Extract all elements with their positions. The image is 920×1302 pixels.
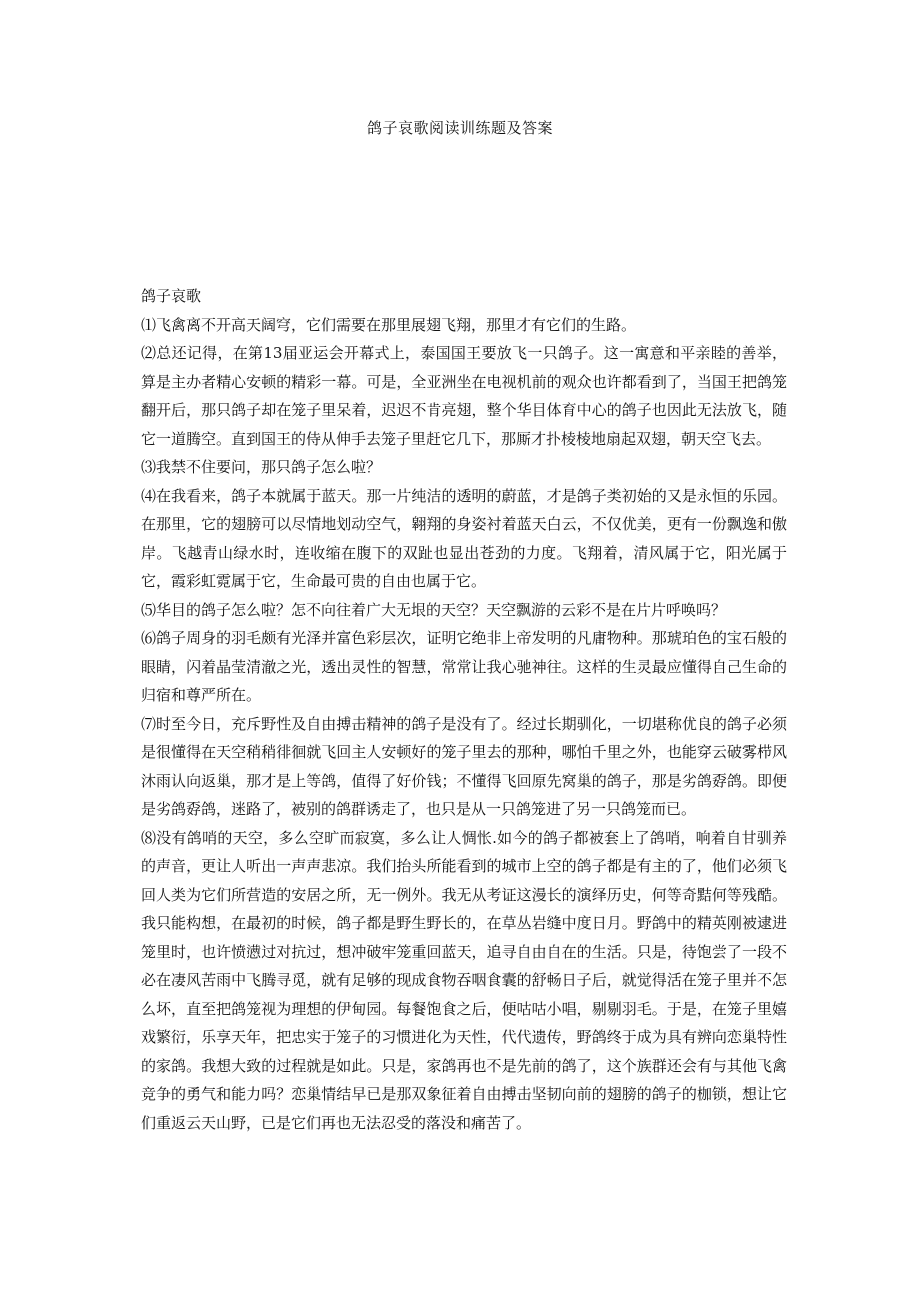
paragraph-5: ⑸华目的鸽子怎么啦？怎不向往着广大无垠的天空？天空飘游的云彩不是在片片呼唤吗？: [141, 600, 727, 619]
paragraph-6: ⑹鸽子周身的羽毛颇有光泽并富色彩层次，证明它绝非上帝发明的凡庸物种。那琥珀色的宝石般的眼睛，闪着晶莹清澈之光，透出灵性的智慧，常常让我心驰神往。这样的生灵最应懂得自己生命的归宿和尊严所在。: [141, 629, 787, 704]
document-title: 鸽子哀歌阅读训练题及答案: [366, 119, 553, 137]
paragraph-8: ⑻没有鸽哨的天空，多么空旷而寂寞，多么让人惆怅.如今的鸽子都被套上了鸽哨，响着自甘驯养的声音，更让人听出一声声悲凉。我们抬头所能看到的城市上空的鸽子都是有主的了，他们必须飞回人类为它们所营造的安居之所，无一例外。我无从考证这漫长的演绎历史，何等奇黠何等残酷。我只能构想，在最初的时候，鸽子都是野生野长的，在草丛岩缝中度日月。野鸽中的精英刚被逮进笼里时，也许愤懑过对抗过，想冲破牢笼重回蓝天，追寻自由自在的生活。只是，待饱尝了一段不必在凄风苦雨中飞腾寻觅，就有足够的现成食物吞咽食囊的舒畅日子后，就觉得活在笼子里并不怎么坏，直至把鸽笼视为理想的伊甸园。每餐饱食之后，便咕咕小唱，剔剔羽毛。于是，在笼子里嬉戏繁衍，乐享天年，把忠实于笼子的习惯进化为天性，代代遗传，野鸽终于成为具有辨向恋巢特性的家鸽。我想大致的过程就是如此。只是，家鸽再也不是先前的鸽了，这个族群还会有与其他飞禽竞争的勇气和能力吗？恋巢情结早已是那双象征着自由搏击坚韧向前的翅膀的鸽子的枷锁，想让它们重返云天山野，已是它们再也无法忍受的落没和痛苦了。: [141, 828, 787, 1132]
paragraph-3: ⑶我禁不住要问，那只鸽子怎么啦？: [141, 458, 382, 476]
paragraph-4: ⑷在我看来，鸽子本就属于蓝天。那一片纯洁的透明的蔚蓝，才是鸽子类初始的又是永恒的乐园。在那里，它的翅膀可以尽情地划动空气，翱翔的身姿衬着蓝天白云，不仅优美，更有一份飘逸和傲岸。飞越青山绿水时，连收缩在腹下的双趾也显出苍劲的力度。飞翔着，清风属于它，阳光属于它，霞彩虹霓属于它，生命最可贵的自由也属于它。: [141, 486, 787, 590]
article-body: [141, 282, 787, 1137]
paragraph-2: ⑵总还记得，在第13届亚运会开幕式上，泰国国王要放飞一只鸽子。这一寓意和平亲睦的善举，算是主办者精心安顿的精彩一幕。可是，全亚洲坐在电视机前的观众也许都看到了，当国王把鸽笼翻开后，那只鸽子却在笼子里呆着，迟迟不肯亮翅，整个华目体育中心的鸽子也因此无法放飞，随它一道腾空。直到国王的侍从伸手去笼子里赶它几下，那厮才扑棱棱地扇起双翅，朝天空飞去。: [141, 344, 787, 448]
article-heading: 鸽子哀歌: [141, 287, 202, 305]
paragraph-7: ⑺时至今日，充斥野性及自由搏击精神的鸽子是没有了。经过长期驯化，一切堪称优良的鸽子必须是很懂得在天空稍稍徘徊就飞回主人安顿好的笼子里去的那种，哪怕千里之外，也能穿云破雾栉风沐雨认向返巢，那才是上等鸽，值得了好价钱；不懂得飞回原先窝巢的鸽子，那是劣鸽孬鸽。即便是劣鸽孬鸽，迷路了，被别的鸽群诱走了，也只是从一只鸽笼进了另一只鸽笼而已。: [141, 714, 787, 818]
paragraph-1: ⑴飞禽离不开高天阔穹，它们需要在那里展翅飞翔，那里才有它们的生路。: [141, 315, 637, 334]
